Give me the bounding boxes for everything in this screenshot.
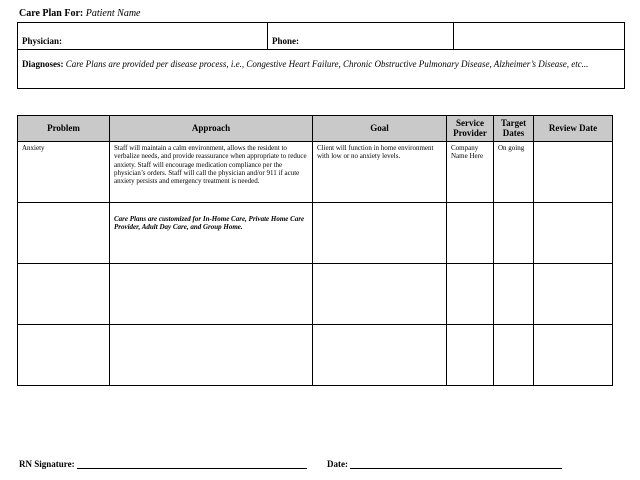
cell-review[interactable] bbox=[534, 264, 613, 325]
date-label: Date bbox=[327, 459, 345, 469]
date-field[interactable] bbox=[350, 468, 562, 469]
patient-name[interactable]: Patient Name bbox=[85, 8, 141, 19]
physician-label: Physician bbox=[22, 36, 60, 46]
cell-approach[interactable] bbox=[110, 264, 313, 325]
diagnoses-field[interactable]: Diagnoses: Care Plans are provided per disease process, i.e., Congestive Heart Failure, Chronic Obstructive Pulmonary Disease, Alzheimer’s Disease, etc... bbox=[22, 59, 589, 69]
diagnoses-label: Diagnoses bbox=[22, 59, 61, 69]
cell-problem[interactable]: Anxiety bbox=[18, 142, 110, 203]
col-service-provider: Service Provider bbox=[447, 116, 494, 142]
cell-problem[interactable] bbox=[18, 264, 110, 325]
cell-provider[interactable] bbox=[447, 203, 494, 264]
care-plan-title: Care Plan For: Patient Name bbox=[19, 8, 141, 19]
phone-field[interactable]: Phone: bbox=[268, 23, 454, 49]
cell-approach[interactable] bbox=[110, 203, 313, 264]
customization-note: Care Plans are customized for In-Home Care, Private Home Care Provider, Adult Day Care, and Group Home. bbox=[114, 215, 305, 232]
diagnoses-text: Care Plans are provided per disease process, i.e., Congestive Heart Failure, Chronic Obstructive Pulmonary Disease, Alzheimer’s Disease, etc... bbox=[65, 59, 589, 69]
phone-label: Phone bbox=[272, 36, 297, 46]
table-row bbox=[18, 142, 613, 203]
rn-signature-label: RN Signature bbox=[19, 459, 72, 469]
col-approach: Approach bbox=[110, 116, 313, 142]
cell-review[interactable] bbox=[534, 325, 613, 386]
cell-provider[interactable]: Company Name Here bbox=[447, 142, 494, 203]
cell-review[interactable] bbox=[534, 203, 613, 264]
cell-goal[interactable] bbox=[313, 264, 447, 325]
care-plan-table bbox=[17, 115, 613, 386]
cell-problem[interactable] bbox=[18, 203, 110, 264]
rn-signature-line: RN Signature: bbox=[19, 459, 307, 469]
table-row bbox=[18, 325, 613, 386]
cell-provider[interactable] bbox=[447, 264, 494, 325]
blank-field[interactable] bbox=[454, 23, 624, 49]
table-header-row bbox=[18, 116, 613, 142]
table-row bbox=[18, 203, 613, 264]
cell-approach[interactable]: Staff will maintain a calm environment, allows the resident to verbalize needs, and provide reassurance when appropriate to reduce anxiety. Staff will encourage medication compliance per the physician’s orders. Staff will call the physician and/or 911 if acute anxiety persists and emergency treatment is needed. bbox=[110, 142, 313, 203]
cell-goal[interactable] bbox=[313, 203, 447, 264]
col-goal: Goal bbox=[313, 116, 447, 142]
cell-target[interactable] bbox=[494, 264, 534, 325]
table-row bbox=[18, 264, 613, 325]
cell-target[interactable] bbox=[494, 203, 534, 264]
cell-problem[interactable] bbox=[18, 325, 110, 386]
col-problem: Problem bbox=[18, 116, 110, 142]
cell-goal[interactable]: Client will function in home environment with low or no anxiety levels. bbox=[313, 142, 447, 203]
rn-signature-field[interactable] bbox=[77, 468, 307, 469]
cell-target[interactable]: On going bbox=[494, 142, 534, 203]
cell-review[interactable] bbox=[534, 142, 613, 203]
cell-provider[interactable] bbox=[447, 325, 494, 386]
physician-field[interactable]: Physician: bbox=[18, 23, 268, 49]
col-target-dates: Target Dates bbox=[494, 116, 534, 142]
care-plan-label: Care Plan For bbox=[19, 8, 80, 19]
col-review-date: Review Date bbox=[534, 116, 613, 142]
cell-goal[interactable] bbox=[313, 325, 447, 386]
patient-info-box bbox=[17, 22, 625, 89]
date-line: Date: bbox=[327, 459, 562, 469]
cell-target[interactable] bbox=[494, 325, 534, 386]
cell-approach[interactable] bbox=[110, 325, 313, 386]
